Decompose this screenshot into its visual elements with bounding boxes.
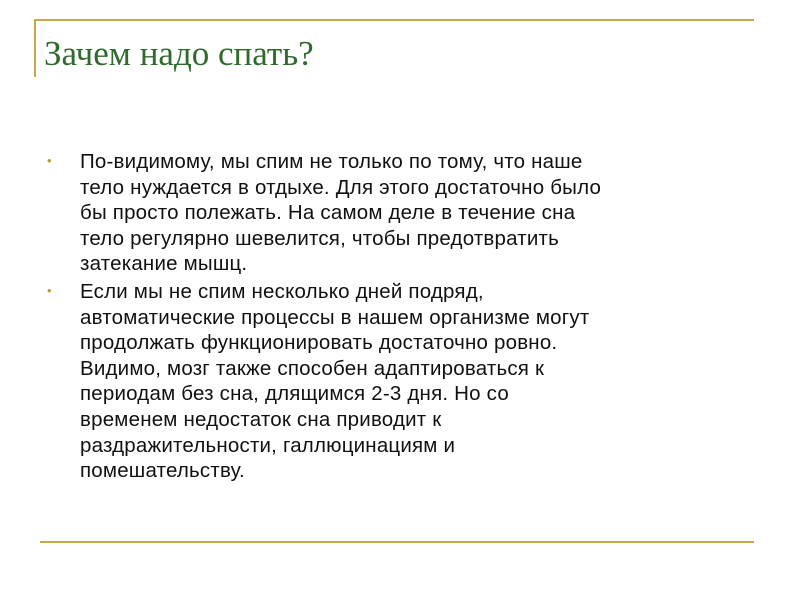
bullet-icon: • [47, 153, 52, 168]
text-line: тело нуждается в отдыхе. Для этого достаточно было [80, 175, 602, 199]
title-accent-line [34, 19, 36, 77]
text-line: бы просто полежать. На самом деле в течение сна [80, 201, 576, 225]
bullet-text-1 [80, 149, 754, 277]
text-line: автоматические процессы в нашем организме могут [80, 305, 590, 329]
bullet-icon: • [47, 282, 52, 298]
slide-title: Зачем надо спать? [44, 34, 314, 73]
bullet-text-2 [80, 279, 754, 484]
top-divider [34, 19, 754, 21]
text-line: Видимо, мозг также способен адаптироваться к [80, 356, 545, 380]
text-line: Если мы не спим несколько дней подряд, [80, 279, 484, 303]
bullet-item-2 [44, 279, 754, 484]
bullet-list [44, 149, 754, 486]
bottom-divider [40, 541, 754, 543]
text-line: По-видимому, мы спим не только по тому, что наше [80, 150, 583, 173]
text-line: периодам без сна, длящимся 2-3 дня. Но со [80, 382, 509, 406]
text-line: затекание мышц. [80, 252, 248, 276]
text-line: временем недостаток сна приводит к [80, 407, 442, 431]
text-line: помешательству. [80, 459, 245, 483]
text-line: продолжать функционировать достаточно ровно. [80, 331, 558, 355]
bullet-item-1 [44, 149, 754, 277]
text-line: раздражительности, галлюцинациям и [80, 433, 456, 457]
text-line: тело регулярно шевелится, чтобы предотвратить [80, 226, 559, 250]
